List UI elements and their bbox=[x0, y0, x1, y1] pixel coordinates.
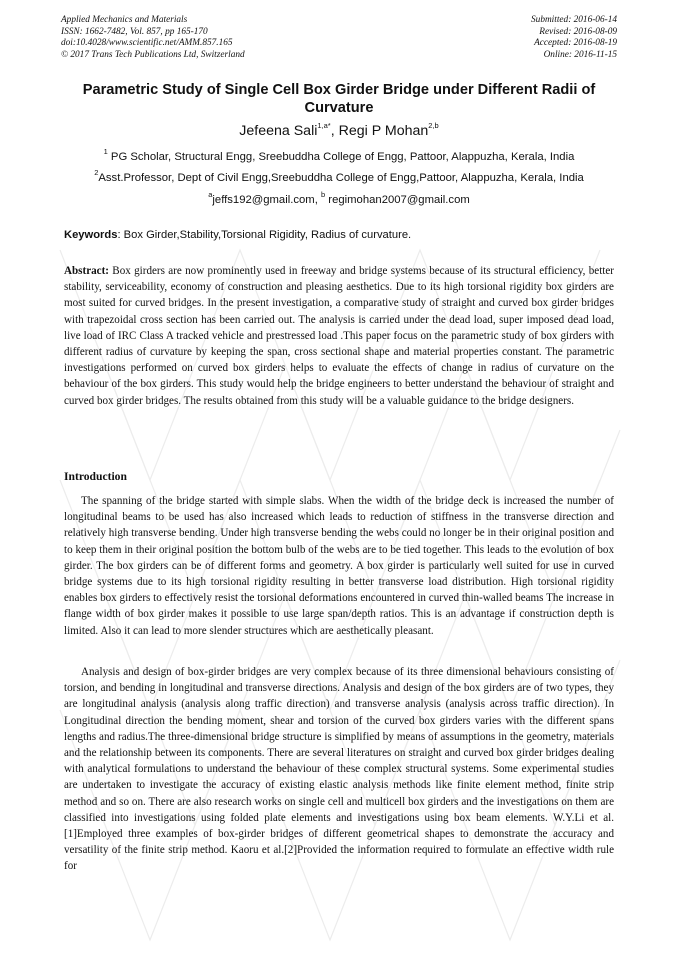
abstract-text: Box girders are now prominently used in freeway and bridge systems because of its structural efficiency, better stability, serviceability, economy of construction and pleasing aesthetics. Due to its high torsional rigidity box girders are most suited for curved bridges. In the present investigation, a comparative study of straight and curved box girder bridges with trapezoidal cross section has been carried out. The analysis is carried under the dead load, super imposed dead load, live load of IRC Class A tracked vehicle and prestressed load .This paper focus on the parametric study of box girders with different radius of curvature by keeping the span, cross sectional shape and material properties constant. The parametric investigations performed on curved box girders helps to evaluate the effects of change in radius of curvature on the behaviour of the box girders. This study would help the bridge engineers to better understand the behaviour of straight and curved box girder bridges. The results obtained from this study will be a valuable guidance to the bridge designers. bbox=[64, 265, 614, 407]
author-line bbox=[60, 122, 618, 140]
email-b: regimohan2007@gmail.com bbox=[325, 194, 470, 206]
author-separator: , bbox=[330, 123, 339, 139]
affiliation-1-marker: 1 bbox=[103, 147, 108, 157]
date-submitted: Submitted: 2016-06-14 bbox=[531, 15, 617, 25]
abstract-label: Abstract: bbox=[64, 265, 109, 277]
journal-issn: ISSN: 1662-7482, Vol. 857, pp 165-170 bbox=[61, 26, 208, 37]
journal-dates bbox=[397, 15, 617, 61]
journal-info bbox=[61, 15, 361, 61]
email-b-marker: b bbox=[321, 190, 326, 200]
keywords bbox=[64, 228, 619, 242]
email-a-marker: a bbox=[208, 190, 213, 200]
date-revised: Revised: 2016-08-09 bbox=[539, 26, 617, 37]
author-emails bbox=[40, 190, 638, 207]
author-1: Jefeena Sali bbox=[239, 123, 318, 139]
journal-doi: doi:10.4028/www.scientific.net/AMM.857.165 bbox=[61, 38, 233, 49]
journal-header bbox=[61, 15, 617, 63]
keywords-label: Keywords bbox=[64, 229, 118, 241]
affiliation-1 bbox=[40, 147, 638, 164]
author-1-marker: 1,a* bbox=[317, 121, 331, 131]
date-online: Online: 2016-11-15 bbox=[543, 49, 617, 60]
author-2: Regi P Mohan bbox=[338, 123, 429, 139]
email-a: jeffs192@gmail.com, bbox=[212, 194, 321, 206]
date-accepted: Accepted: 2016-08-19 bbox=[534, 38, 617, 49]
journal-name: Applied Mechanics and Materials bbox=[61, 15, 188, 25]
introduction-paragraph-1: The spanning of the bridge started with simple slabs. When the width of the bridge deck is increased the number of longitudinal beams to be used has also increased which leads to reduction of stiffness in the transverse direction and relatively high transverse bending. Under high transverse bending the webs could no longer be in their original position and to keep them in their original position the bottom bulb of the webs are to be tied together. This leads to the evolution of box girder. The box girders can be of different forms and geometry. A box girder is particularly well suited for use in curved bridge systems due to its high torsional rigidity resulting in better transverse load distribution. High torsional rigidity enables box girders to effectively resist the torsional deformations encountered in curved thin-walled beams The increase in flange width of box girder makes it possible to use large span/depth ratios. This is an advantage if construction depth is limited. Also it can lead to more slender structures which are aesthetically pleasant. bbox=[64, 495, 614, 637]
introduction-paragraph-2: Analysis and design of box-girder bridges are very complex because of its three dimensional behaviours consisting of torsion, and bending in longitudinal and transverse directions. Analysis and design of the box girders are of two types, they are longitudinal analysis (analysis along traffic direction) and transverse analysis (analysis across traffic direction). In Longitudinal direction the bending moment, shear and torsion of the curved box girders varies with the different spans lengths and radius.The three-dimensional bridge structure is simplified by means of assumptions in the geometry, materials and the relationship between its components. There are several literatures on straight and curved box girder bridges dealing with analytical formulations to understand the behaviour of these complex structural systems. Some experimental studies are undertaken to investigate the accuracy of existing elastic analysis methods like finite element method, finite strip method and so on. There are also research works on single cell and multicell box girders and the investigations on them are classified into investigations using folded plate elements and investigations using box beam elements. W.Y.Li et al.[1]Employed three examples of box-girder bridges of different geometrical shapes to demonstrate the accuracy and versatility of the finite strip method. Kaoru et al.[2]Provided the information required to formulate an effective width rule for bbox=[64, 666, 614, 873]
abstract bbox=[64, 263, 614, 409]
affiliation-1-text: PG Scholar, Structural Engg, Sreebuddha College of Engg, Pattoor, Alappuzha, Kerala, India bbox=[110, 151, 575, 163]
affiliation-2 bbox=[40, 168, 638, 185]
section-heading-introduction: Introduction bbox=[64, 470, 127, 483]
keywords-text: : Box Girder,Stability,Torsional Rigidity, Radius of curvature. bbox=[117, 229, 412, 241]
affiliation-2-text: Asst.Professor, Dept of Civil Engg,Sreebuddha College of Engg,Pattoor, Alappuzha, Kerala, India bbox=[98, 172, 584, 184]
paper-title: Parametric Study of Single Cell Box Girder Bridge under Different Radii of Curvature bbox=[82, 82, 596, 116]
affiliation-2-marker: 2 bbox=[94, 168, 99, 178]
author-2-marker: 2,b bbox=[428, 121, 439, 131]
journal-copyright: © 2017 Trans Tech Publications Ltd, Switzerland bbox=[61, 49, 245, 60]
